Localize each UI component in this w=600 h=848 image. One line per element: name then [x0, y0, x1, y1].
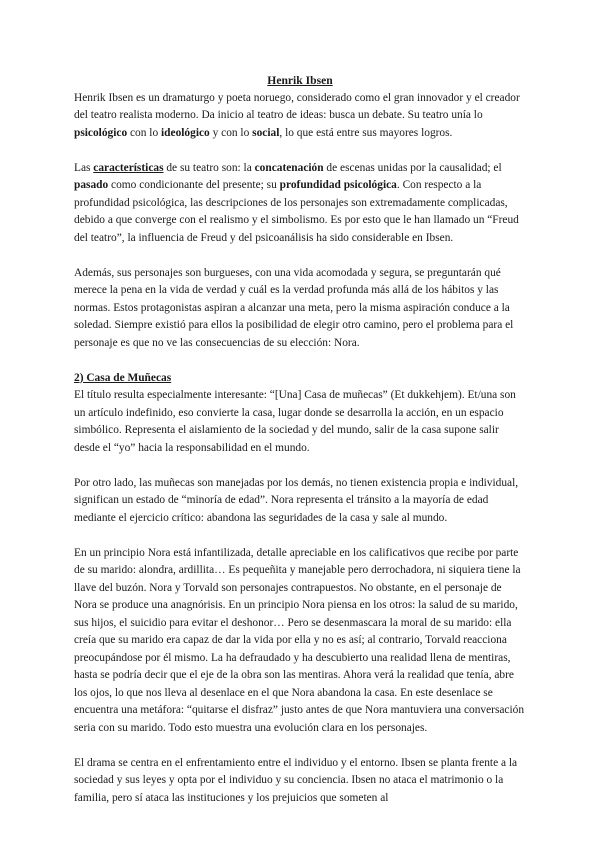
- intro-text-3: y con lo: [209, 126, 253, 139]
- section-heading: 2) Casa de Muñecas: [74, 371, 172, 384]
- section2-paragraph-3: En un principio Nora está infantilizada, detalle apreciable en los calificativos que recibe por parte de su marido: alondra, ardillita… Es pequeñita y manejable pero derrochadora, ni siquiera tiene la llave del buzón. Nora y Torvald son personajes contrapuestos. No obstante, en el personaje de Nora se produce una anagnórisis. En un principio Nora piensa en los otros: la salud de su marido, sus hijos, el suicidio para evitar el deshonor… Pero se desenmascara la moral de su marido: ella creía que su marido era capaz de dar la vida por ella y no es así; al contrario, Torvald reacciona preocupándose por él mismo. La ha defraudado y ha descubierto una realidad llena de mentiras, hasta se podría decir que el eje de la obra son las mentiras. Ahora verá la realidad que tenía, abre los ojos, lo que nos lleva al desenlace en el que Nora abandona la casa. En este desenlace se encuentra una metáfora: “quitarse el disfraz” justo antes de que Nora mantuviera una conversación seria con su marido. Todo esto muestra una evolución clara en los personajes.: [74, 546, 525, 734]
- intro-text-4: , lo que está entre sus mayores logros.: [279, 126, 453, 139]
- char-text-4: como condicionante del presente; su: [108, 179, 280, 191]
- section2-paragraph-4: El drama se centra en el enfrentamiento entre el individuo y el entorno. Ibsen se planta frente a la sociedad y sus leyes y opta por el individuo y su conciencia. Ibsen no ataca el matrimonio o la familia, pero sí ataca las instituciones y los prejuicios que someten al: [74, 756, 518, 804]
- char-bold-2: concatenación: [254, 161, 324, 174]
- char-bold-4: profundidad psicológica: [279, 179, 397, 191]
- char-text-2: de su teatro son: la: [163, 161, 255, 174]
- intro-text-2: con lo: [127, 126, 162, 139]
- intro-bold-1: psicológico: [74, 126, 128, 139]
- intro-paragraph: [74, 90, 526, 143]
- characters-paragraph: Además, sus personajes son burgueses, con una vida acomodada y segura, se preguntarán qué merece la pena en la vida de verdad y cuál es la verdad profunda más allá de los hábitos y las normas. Estos protagonistas aspiran a alcanzar una meta, pero la misma aspiración conduce a la soledad. Siempre existió para ellos la posibilidad de elegir otro camino, pero el problema para el personaje es que no ve las consecuencias de su elección: Nora.: [74, 266, 514, 349]
- intro-bold-2: ideológico: [161, 126, 210, 139]
- characteristics-paragraph: [74, 160, 526, 248]
- char-bold-1: características: [93, 161, 164, 174]
- char-text-3: de escenas unidas por la causalidad; el: [323, 161, 502, 174]
- section2-paragraph-2: Por otro lado, las muñecas son manejadas por los demás, no tienen existencia propia e individual, significan un estado de “minoría de edad”. Nora representa el tránsito a la mayoría de edad mediante el ejercicio crítico: abandona las seguridades de la casa y sale al mundo.: [74, 476, 519, 524]
- char-text-1: Las: [74, 161, 94, 174]
- intro-bold-3: social: [252, 126, 280, 139]
- char-text-5: . Con respecto a la profundidad psicológica, las descripciones de los personajes son extremadamente complicadas, debido a que converge con el realismo y el simbolismo. Es por esto que le han llamado un “Freud del teatro”, la influencia de Freud y del psicoanálisis ha sido considerable en Ibsen.: [74, 179, 519, 244]
- intro-text-1: Henrik Ibsen es un dramaturgo y poeta noruego, considerado como el gran innovador y el creador del teatro realista moderno. Da inicio al teatro de ideas: busca un debate. Su teatro unía lo: [74, 91, 520, 121]
- char-bold-3: pasado: [74, 179, 109, 191]
- section2-paragraph-1: El título resulta especialmente interesante: “[Una] Casa de muñecas” (Et dukkehjem). Et/una son un artículo indefinido, eso convierte la casa, lugar donde se desarrolla la acción, en un espacio simbólico. Representa el aislamiento de la sociedad y del mundo, salir de la casa supone salir desde el “yo” hacia la responsabilidad en el mundo.: [74, 389, 516, 454]
- page-title: Henrik Ibsen: [267, 74, 333, 87]
